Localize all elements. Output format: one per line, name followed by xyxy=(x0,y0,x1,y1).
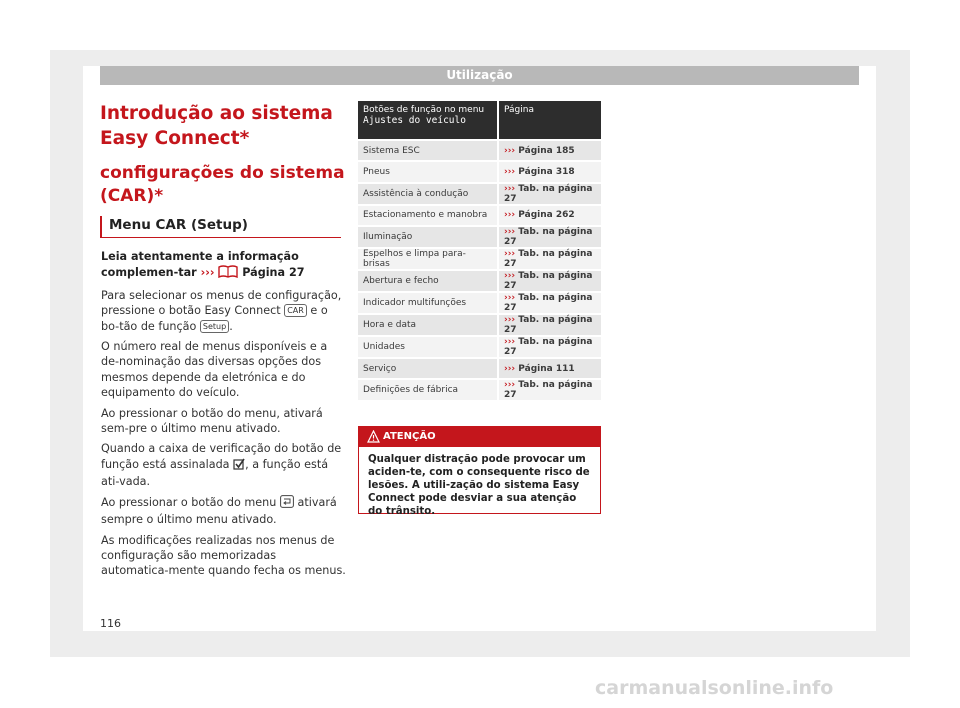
table-cell-function: Pneus xyxy=(358,161,498,182)
paragraph-5-text-a: Ao pressionar o botão do menu xyxy=(101,495,277,509)
table-row xyxy=(358,205,601,226)
setup-button-icon: Setup xyxy=(200,320,229,333)
reference-arrow: ››› xyxy=(504,183,516,194)
warning-text: Qualquer distração pode provocar um aciden-te, com o consequente risco de lesões. A utili-zação do sistema Easy Connect pode desviar a sua atenção do trânsito. xyxy=(368,454,590,517)
table-cell-page[interactable] xyxy=(498,205,601,226)
page-reference-link[interactable]: Tab. na página 27 xyxy=(504,292,593,313)
chapter-title: Introdução ao sistema Easy Connect* xyxy=(100,103,333,149)
body-text xyxy=(101,249,346,584)
page-reference-link[interactable]: Tab. na página 27 xyxy=(504,270,593,291)
page-reference-link[interactable]: Página 185 xyxy=(518,145,575,156)
paragraph-1-text-c: . xyxy=(229,319,233,333)
table-row xyxy=(358,248,601,270)
table-cell-function: Serviço xyxy=(358,358,498,379)
section-title: configurações do sistema (CAR)* xyxy=(100,163,345,206)
paragraph-5-text-b: ativará sempre o último menu ativado. xyxy=(101,495,337,527)
table-row xyxy=(358,379,601,400)
page-number: 116 xyxy=(100,617,121,630)
table-row xyxy=(358,358,601,379)
section-header: Utilização xyxy=(100,66,859,85)
table-cell-function: Iluminação xyxy=(358,226,498,248)
paragraph-1 xyxy=(101,288,346,334)
table-cell-page[interactable] xyxy=(498,336,601,358)
reference-arrow: ››› xyxy=(504,248,516,259)
car-button-icon: CAR xyxy=(284,304,307,317)
table-cell-page[interactable] xyxy=(498,248,601,270)
reference-arrow: ››› xyxy=(504,210,516,221)
reference-arrow: ››› xyxy=(200,266,215,280)
page-reference-link[interactable]: Página 111 xyxy=(518,363,575,374)
table-cell-function: Estacionamento e manobra xyxy=(358,205,498,226)
table-row xyxy=(358,226,601,248)
table-cell-page[interactable] xyxy=(498,270,601,292)
table-cell-function: Hora e data xyxy=(358,314,498,336)
page-reference-link[interactable]: Tab. na página 27 xyxy=(504,314,593,335)
table-body xyxy=(358,140,601,400)
reference-arrow: ››› xyxy=(504,314,516,325)
paragraph-1-text-b: e o bo-tão de função xyxy=(101,304,328,333)
paragraph-1-text-a: Para selecionar os menus de configuração, pressione o botão Easy Connect xyxy=(101,288,342,318)
warning-title: ATENÇÃO xyxy=(383,431,436,442)
page-reference-link[interactable]: Tab. na página 27 xyxy=(504,183,593,204)
table-cell-page[interactable] xyxy=(498,358,601,379)
table-header-functions-label: Botões de função no menu xyxy=(363,105,485,115)
table-cell-function: Definições de fábrica xyxy=(358,379,498,400)
watermark: carmanualsonline.info xyxy=(595,677,834,699)
warning-triangle-icon xyxy=(367,430,380,443)
table-cell-function: Indicador multifunções xyxy=(358,292,498,314)
table-row xyxy=(358,270,601,292)
intro-text: Leia atentamente a informação complemen-tar xyxy=(101,250,299,280)
intro-page-link[interactable]: Página 27 xyxy=(242,266,305,280)
table-header-row xyxy=(358,101,601,140)
table-cell-function: Abertura e fecho xyxy=(358,270,498,292)
function-buttons-table xyxy=(358,101,601,400)
intro-paragraph xyxy=(101,249,346,283)
table-cell-page[interactable] xyxy=(498,161,601,182)
menu-return-button-icon xyxy=(280,495,294,512)
warning-header xyxy=(359,427,600,447)
reference-arrow: ››› xyxy=(504,145,516,156)
page-reference-link[interactable]: Tab. na página 27 xyxy=(504,226,593,247)
paragraph-2: O número real de menus disponíveis e a de-nominação das diversas opções dos mesmos depende da eletrónica e do equipamento do veículo. xyxy=(101,340,328,400)
checkbox-checked-icon xyxy=(233,458,245,474)
paragraph-4-text-a: Quando a caixa de verificação do botão de função está assinalada xyxy=(101,442,342,471)
book-reference-icon xyxy=(218,264,238,282)
table-cell-function: Assistência à condução xyxy=(358,183,498,205)
table-row xyxy=(358,140,601,161)
table-cell-function: Espelhos e limpa para-brisas xyxy=(358,248,498,270)
reference-arrow: ››› xyxy=(504,380,516,391)
table-row xyxy=(358,183,601,205)
table-cell-page[interactable] xyxy=(498,140,601,161)
table-header-functions xyxy=(358,101,498,140)
reference-arrow: ››› xyxy=(504,166,516,177)
table-row xyxy=(358,292,601,314)
paragraph-4-text-b: , a função está ati-vada. xyxy=(101,457,329,489)
page-reference-link[interactable]: Página 262 xyxy=(518,210,575,221)
reference-arrow: ››› xyxy=(504,292,516,303)
table-header-functions-menu: Ajustes do veículo xyxy=(363,115,466,126)
table-cell-page[interactable] xyxy=(498,292,601,314)
page-reference-link[interactable]: Página 318 xyxy=(518,166,575,177)
reference-arrow: ››› xyxy=(504,270,516,281)
table-cell-page[interactable] xyxy=(498,183,601,205)
page-reference-link[interactable]: Tab. na página 27 xyxy=(504,336,593,357)
paragraph-6: As modificações realizadas nos menus de configuração são memorizadas automatica-mente quando fecha os menus. xyxy=(101,533,346,578)
table-row xyxy=(358,314,601,336)
subsection-title: Menu CAR (Setup) xyxy=(100,216,341,238)
page-reference-link[interactable]: Tab. na página 27 xyxy=(504,380,593,401)
paragraph-3: Ao pressionar o botão do menu, ativará sem-pre o último menu ativado. xyxy=(101,406,323,436)
table-cell-page[interactable] xyxy=(498,226,601,248)
table-cell-page[interactable] xyxy=(498,379,601,400)
paragraph-4 xyxy=(101,441,346,489)
table-header-page: Página xyxy=(498,101,601,140)
reference-arrow: ››› xyxy=(504,363,516,374)
table-row xyxy=(358,161,601,182)
reference-arrow: ››› xyxy=(504,336,516,347)
table-cell-function: Unidades xyxy=(358,336,498,358)
paragraph-5 xyxy=(101,495,346,528)
table-row xyxy=(358,336,601,358)
table-cell-page[interactable] xyxy=(498,314,601,336)
reference-arrow: ››› xyxy=(504,226,516,237)
page-reference-link[interactable]: Tab. na página 27 xyxy=(504,248,593,269)
warning-box xyxy=(358,426,601,517)
table-cell-function: Sistema ESC xyxy=(358,140,498,161)
